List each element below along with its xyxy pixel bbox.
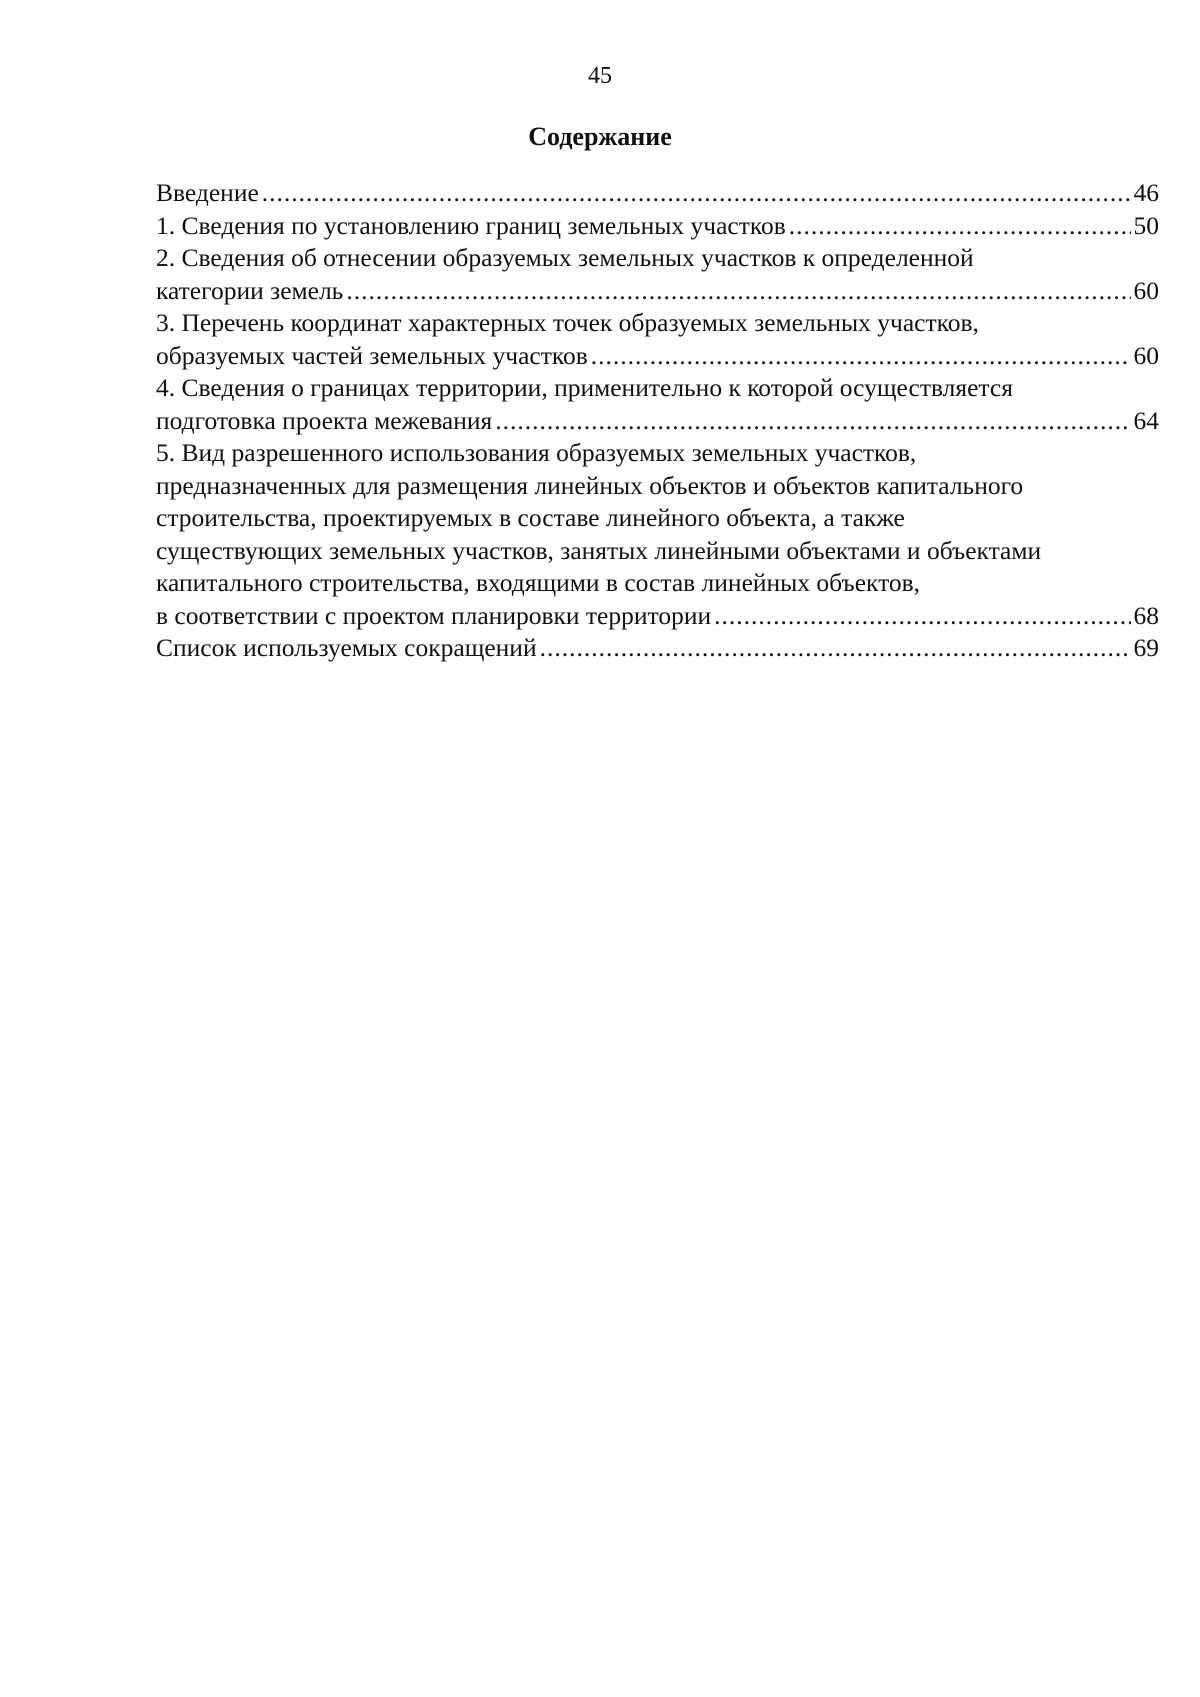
toc-entry-line: 5. Вид разрешенного использования образуемых земельных участков, [156,438,917,467]
toc-dot-leader [540,632,1131,665]
toc-entry-line: 2. Сведения об отнесении образуемых земельных участков к определенной [156,243,974,272]
toc-page-number: 64 [1133,405,1159,435]
toc-page-number: 60 [1133,340,1159,370]
toc-entry-text: категории земель [156,275,344,305]
toc-entry-text: Список используемых сокращений [156,633,537,662]
toc-dot-leader [262,177,1131,210]
toc-entry-line: 3. Перечень координат характерных точек образуемых земельных участков, [156,308,979,337]
toc-entry-1 [156,210,1159,243]
page-number: 45 [588,63,612,89]
toc-entry-text: в соответствии с проектом планировки территории [156,600,712,630]
toc-dot-leader [591,340,1131,373]
toc-entry-line: строительства, проектируемых в составе линейного объекта, а также [156,503,905,532]
toc-page-number: 50 [1133,210,1159,240]
toc-entry-2 [156,242,1159,307]
toc-page-number: 68 [1133,600,1159,630]
toc-entry-text: 1. Сведения по установлению границ земельных участков [156,210,786,240]
toc-dot-leader [789,210,1131,243]
toc-entry-line: предназначенных для размещения линейных объектов и объектов капитального [156,470,1024,500]
toc-dot-leader [495,405,1130,438]
toc-entry-3 [156,307,1159,372]
toc-page-number: 46 [1133,178,1159,207]
toc-dot-leader [714,600,1130,633]
toc-entry-text: Введение [156,178,259,207]
toc-entry-text: образуемых частей земельных участков [156,340,588,370]
toc-title: Содержание [528,122,672,151]
toc-entry-4 [156,372,1159,437]
toc-page-number: 69 [1133,633,1159,662]
toc-page-number: 60 [1133,275,1159,305]
toc-entry-line: капитального строительства, входящими в состав линейных объектов, [156,568,921,597]
toc-entry-5 [156,437,1159,632]
toc-entry-introduction [156,177,1159,210]
table-of-contents [156,177,1159,665]
toc-entry-line: существующих земельных участков, занятых линейными объектами и объектами [156,535,1042,565]
toc-entry-text: подготовка проекта межевания [156,405,493,435]
toc-entry-line: 4. Сведения о границах территории, применительно к которой осуществляется [156,373,1013,402]
toc-entry-abbreviations [156,632,1159,665]
toc-dot-leader [346,275,1130,308]
